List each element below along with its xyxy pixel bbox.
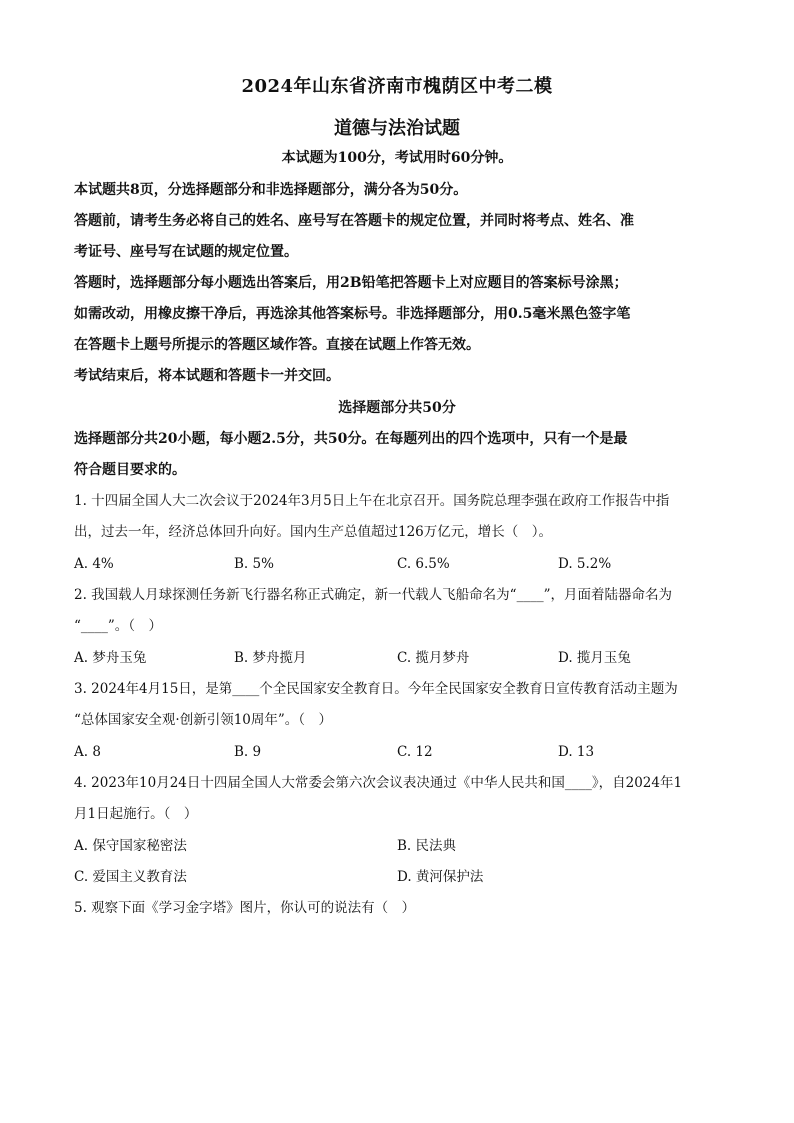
question-5-text: 5. 观察下面《学习金字塔》图片，你认可的说法有（ ） — [74, 900, 416, 916]
instruction-line: 如需改动，用橡皮擦干净后，再选涂其他答案标号。非选择题部分，用0.5毫米黑色签字笔 — [74, 306, 631, 322]
option-d: D. 13 — [558, 744, 595, 760]
option-c: C. 爱国主义教育法 — [74, 869, 187, 885]
instruction-line: 考试结束后，将本试题和答题卡一并交回。 — [74, 368, 340, 384]
option-c: C. 6.5% — [397, 556, 450, 572]
section-desc: 符合题目要求的。 — [74, 462, 186, 478]
option-b: B. 民法典 — [397, 838, 457, 854]
option-d: D. 5.2% — [558, 556, 612, 572]
instruction-line: 答题前，请考生务必将自己的姓名、座号写在答题卡的规定位置，并同时将考点、姓名、准 — [74, 213, 634, 229]
question-3-text: 3. 2024年4月15日，是第____个全民国家安全教育日。今年全民国家安全教育日宣传教育活动主题为 — [74, 681, 678, 697]
option-c: C. 12 — [397, 744, 433, 760]
exam-title: 2024年山东省济南市槐荫区中考二模 — [241, 76, 553, 97]
option-d: D. 黄河保护法 — [397, 869, 484, 885]
option-c: C. 揽月梦舟 — [397, 650, 470, 666]
option-b: B. 9 — [234, 744, 262, 760]
question-1-text: 出，过去一年，经济总体回升向好。国内生产总值超过126万亿元，增长（ ）。 — [74, 524, 553, 540]
score-note: 本试题为100分，考试用时60分钟。 — [281, 150, 513, 166]
option-d: D. 揽月玉兔 — [558, 650, 631, 666]
question-1-text: 1. 十四届全国人大二次会议于2024年3月5日上午在北京召开。国务院总理李强在政府工作报告中指 — [74, 493, 670, 509]
option-a: A. 8 — [74, 744, 101, 760]
question-2-text: “____”。（ ） — [74, 618, 163, 634]
section-heading: 选择题部分共50分 — [338, 400, 456, 416]
question-4-text: 月1日起施行。（ ） — [74, 806, 198, 822]
question-3-text: “总体国家安全观·创新引领10周年”。（ ） — [74, 712, 333, 728]
instruction-line: 答题时，选择题部分每小题选出答案后，用2B铅笔把答题卡上对应题目的答案标号涂黑； — [74, 275, 628, 291]
option-a: A. 梦舟玉兔 — [74, 650, 147, 666]
exam-subject-title: 道德与法治试题 — [334, 118, 460, 139]
option-b: B. 5% — [234, 556, 274, 572]
instruction-line: 考证号、座号写在试题的规定位置。 — [74, 244, 298, 260]
option-a: A. 4% — [74, 556, 114, 572]
option-a: A. 保守国家秘密法 — [74, 838, 187, 854]
section-desc: 选择题部分共20小题，每小题2.5分，共50分。在每题列出的四个选项中，只有一个是最 — [74, 431, 628, 447]
instruction-line: 本试题共8页，分选择题部分和非选择题部分，满分各为50分。 — [74, 182, 468, 198]
question-4-text: 4. 2023年10月24日十四届全国人大常委会第六次会议表决通过《中华人民共和国____》，自2024年1 — [74, 775, 683, 791]
option-b: B. 梦舟揽月 — [234, 650, 307, 666]
instruction-line: 在答题卡上题号所提示的答题区域作答。直接在试题上作答无效。 — [74, 337, 480, 353]
question-2-text: 2. 我国载人月球探测任务新飞行器名称正式确定，新一代载人飞船命名为“____”，月面着陆器命名为 — [74, 587, 672, 603]
